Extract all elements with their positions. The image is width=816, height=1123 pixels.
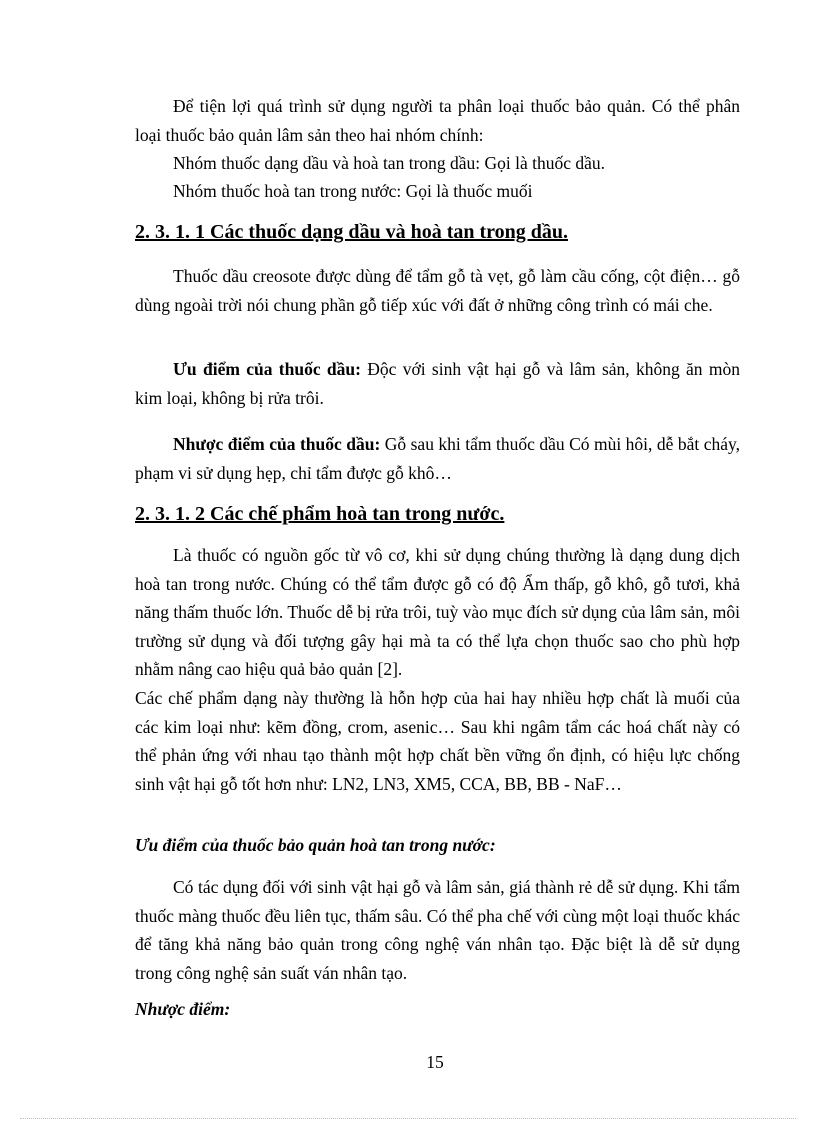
water-compounds: Các chế phẩm dạng này thường là hỗn hợp của hai hay nhiều hợp chất là muối của các kim loại như: kẽm đồng, crom, asenic… Sau khi ngâm tẩm các hoá chất này có thể phản ứng với nhau tạo thành một hợp chất bền vững ổn định, có hiệu lực chống sinh vật hại gỗ tốt hơn như: LN2, LN3, XM5, CCA, BB, BB - NaF… (135, 688, 740, 794)
oil-disadvantages (135, 430, 740, 487)
oil-description: Thuốc dầu creosote được dùng để tẩm gỗ tà vẹt, gỗ làm cầu cống, cột điện… gỗ dùng ngoài trời nói chung phần gỗ tiếp xúc với đất ở những công trình có mái che. (135, 266, 740, 315)
intro-group-salt: Nhóm thuốc hoà tan trong nước: Gọi là thuốc muối (173, 181, 533, 201)
oil-disadvantages-label: Nhược điểm của thuốc dầu: (173, 434, 381, 454)
oil-advantages-text: Độc với sinh vật hại gỗ và lâm sản, không ăn mòn kim loại, không bị rửa trôi. (135, 359, 740, 408)
water-advantages-text: Có tác dụng đối với sinh vật hại gỗ và lâm sản, giá thành rẻ dễ sử dụng. Khi tẩm thuốc màng thuốc đều liên tục, thấm sâu. Có thể pha chế với cùng một loại thuốc khác để tăng khả năng bảo quản trong công nghệ ván nhân tạo. Đặc biệt là dễ sử dụng trong công nghệ sản suất ván nhân tạo. (135, 877, 740, 983)
section-heading-water: 2. 3. 1. 2 Các chế phẩm hoà tan trong nước. (135, 503, 505, 525)
oil-disadvantages-text: Gỗ sau khi tẩm thuốc dầu Có mùi hôi, dễ bắt cháy, phạm vi sử dụng hẹp, chỉ tẩm được gỗ khô… (135, 434, 740, 483)
page-number: 15 (426, 1052, 444, 1072)
water-disadvantages-heading: Nhược điểm: (135, 999, 231, 1019)
intro-paragraph: Để tiện lợi quá trình sử dụng người ta phân loại thuốc bảo quản. Có thể phân loại thuốc bảo quản lâm sản theo hai nhóm chính: (135, 96, 740, 145)
section-heading-oil: 2. 3. 1. 1 Các thuốc dạng dầu và hoà tan trong dầu. (135, 221, 569, 243)
oil-advantages (135, 355, 740, 412)
water-description: Là thuốc có nguồn gốc từ vô cơ, khi sử dụng chúng thường là dạng dung dịch hoà tan trong nước. Chúng có thể tẩm được gỗ có độ Ẩm thấp, gỗ khô, gỗ tươi, khả năng thấm thuốc lớn. Thuốc dễ bị rửa trôi, tuỳ vào mục đích sử dụng của lâm sản, môi trường sử dụng và đối tượng gây hại mà ta có thể lựa chọn thuốc sao cho phù hợp nhằm nâng cao hiệu quả bảo quản [2]. (135, 545, 740, 679)
page-footer-divider (20, 1118, 796, 1119)
intro-group-oil: Nhóm thuốc dạng dầu và hoà tan trong dầu: Gọi là thuốc dầu. (173, 153, 606, 173)
water-advantages-heading: Ưu điểm của thuốc bảo quản hoà tan trong nước: (135, 835, 496, 855)
oil-advantages-label: Ưu điểm của thuốc dầu: (173, 359, 361, 379)
